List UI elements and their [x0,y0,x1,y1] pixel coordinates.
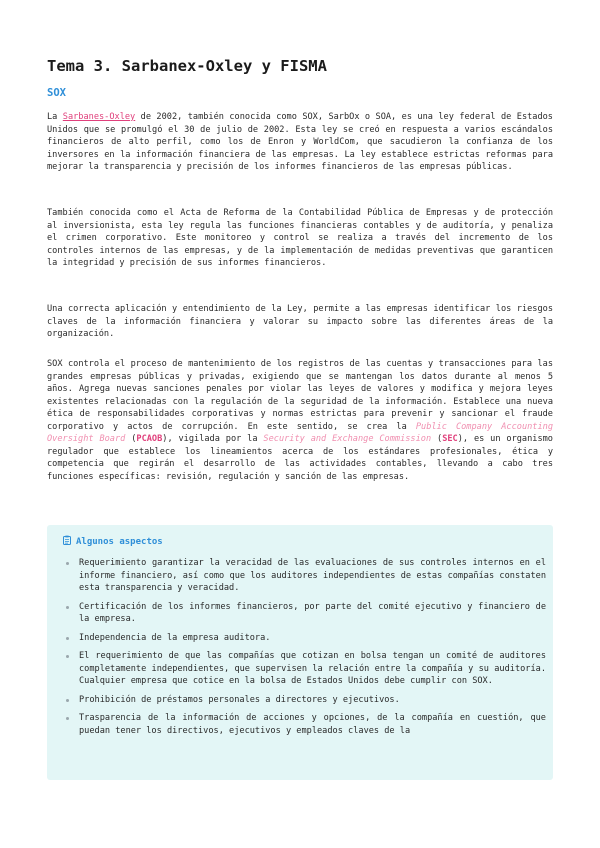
paragraph-text: ), es un organismo regulador que establece los lineamientos acerca de los estándares profesionales, ética y competencia que regirán el desarrollo de las actividades contables, llevando a cabo tres funciones específicas: revisión, regulación y sanción de las empresas. [47,434,553,482]
paragraph-text: ), vigilada por la [162,434,264,445]
paragraph-text: ( [431,434,443,445]
paragraph-text: La [47,112,63,122]
clipboard-icon [62,535,72,545]
callout-algunos-aspectos [47,525,553,780]
sarbanes-oxley-link[interactable]: Sarbanes-Oxley [62,112,136,122]
list-item: Prohibición de préstamos personales a directores y ejecutivos. [63,694,546,707]
section-heading-sox: SOX [47,87,66,99]
list-item: Independencia de la empresa auditora. [63,632,546,645]
callout-title: Algunos aspectos [76,537,163,547]
paragraph-sox-controls [47,358,553,483]
sec-abbr: SEC [442,434,458,445]
list-item: Trasparencia de la información de acciones y opciones, de la compañía en cuestión, que puedan tener los directivos, ejecutivos y empleados claves de la [63,712,546,737]
paragraph-application: Una correcta aplicación y entendimiento de la Ley, permite a las empresas identificar los riesgos claves de la información financiera y valorar su impacto sobre las diferentes áreas de la organización. [47,304,553,340]
sec-name: Security and Exchange Commission [263,434,432,445]
list-item: Certificación de los informes financieros, por parte del comité ejecutivo y financiero de la empresa. [63,601,546,626]
callout-header [62,535,163,547]
paragraph-text: de 2002, también conocida como SOX, SarbOx o SOA, es una ley federal de Estados Unidos que se promulgó el 30 de julio de 2002. Esta ley se creó en respuesta a varios escándalos financieros de alto perfil, como los de Enron y WorldCom, que sacudieron la confianza de los inversores en la información financiera de las empresas. La ley establece estrictas reformas para mejorar la transparencia y precisión de los informes financieros de las empresas públicas. [47,112,553,173]
paragraph-reform-act: También conocida como el Acta de Reforma de la Contabilidad Pública de Empresas y de protección al inversionista, esta ley regula las funciones financieras contables y de auditoría, y penaliza el crimen corporativo. Este monitoreo y control se realiza a través del incremento de los controles internos de las empresas, y de la implementación de medidas preventivas que garanticen la integridad y precisión de sus informes financieros. [47,208,553,269]
paragraph-intro [47,111,553,174]
page-title: Tema 3. Sarbanex-Oxley y FISMA [47,57,327,75]
paragraph-text: ( [125,434,137,445]
paragraph-text: SOX controla el proceso de mantenimiento de los registros de las cuentas y transacciones para las grandes empresas públicas y privadas, exigiendo que se mantengan los datos durante al menos 5 años. Agrega nuevas sanciones penales por violar las leyes de valores y modifica y mejora leyes existentes relacionadas con la regulación de la seguridad de la información. Establece una nueva ética de responsabilidades corporativas y normas estrictas para prevenir y sancionar el fraude corporativo y actos de corrupción. En este sentido, se crea la [47,359,553,432]
list-item: El requerimiento de que las compañías que cotizan en bolsa tengan un comité de auditores completamente independientes, que supervisen la relación entre la compañía y su auditoría. Cualquier empresa que cotice en la bolsa de Estados Unidos debe cumplir con SOX. [63,650,546,688]
pcaob-name: Public Company Accounting Oversight Board [47,421,553,445]
pcaob-abbr: PCAOB [136,434,163,445]
list-item: Requerimiento garantizar la veracidad de las evaluaciones de sus controles internos en el informe financiero, así como que los auditores independientes de estas compañías constaten esta transparencia y veracidad. [63,557,546,595]
aspects-list [63,557,546,744]
